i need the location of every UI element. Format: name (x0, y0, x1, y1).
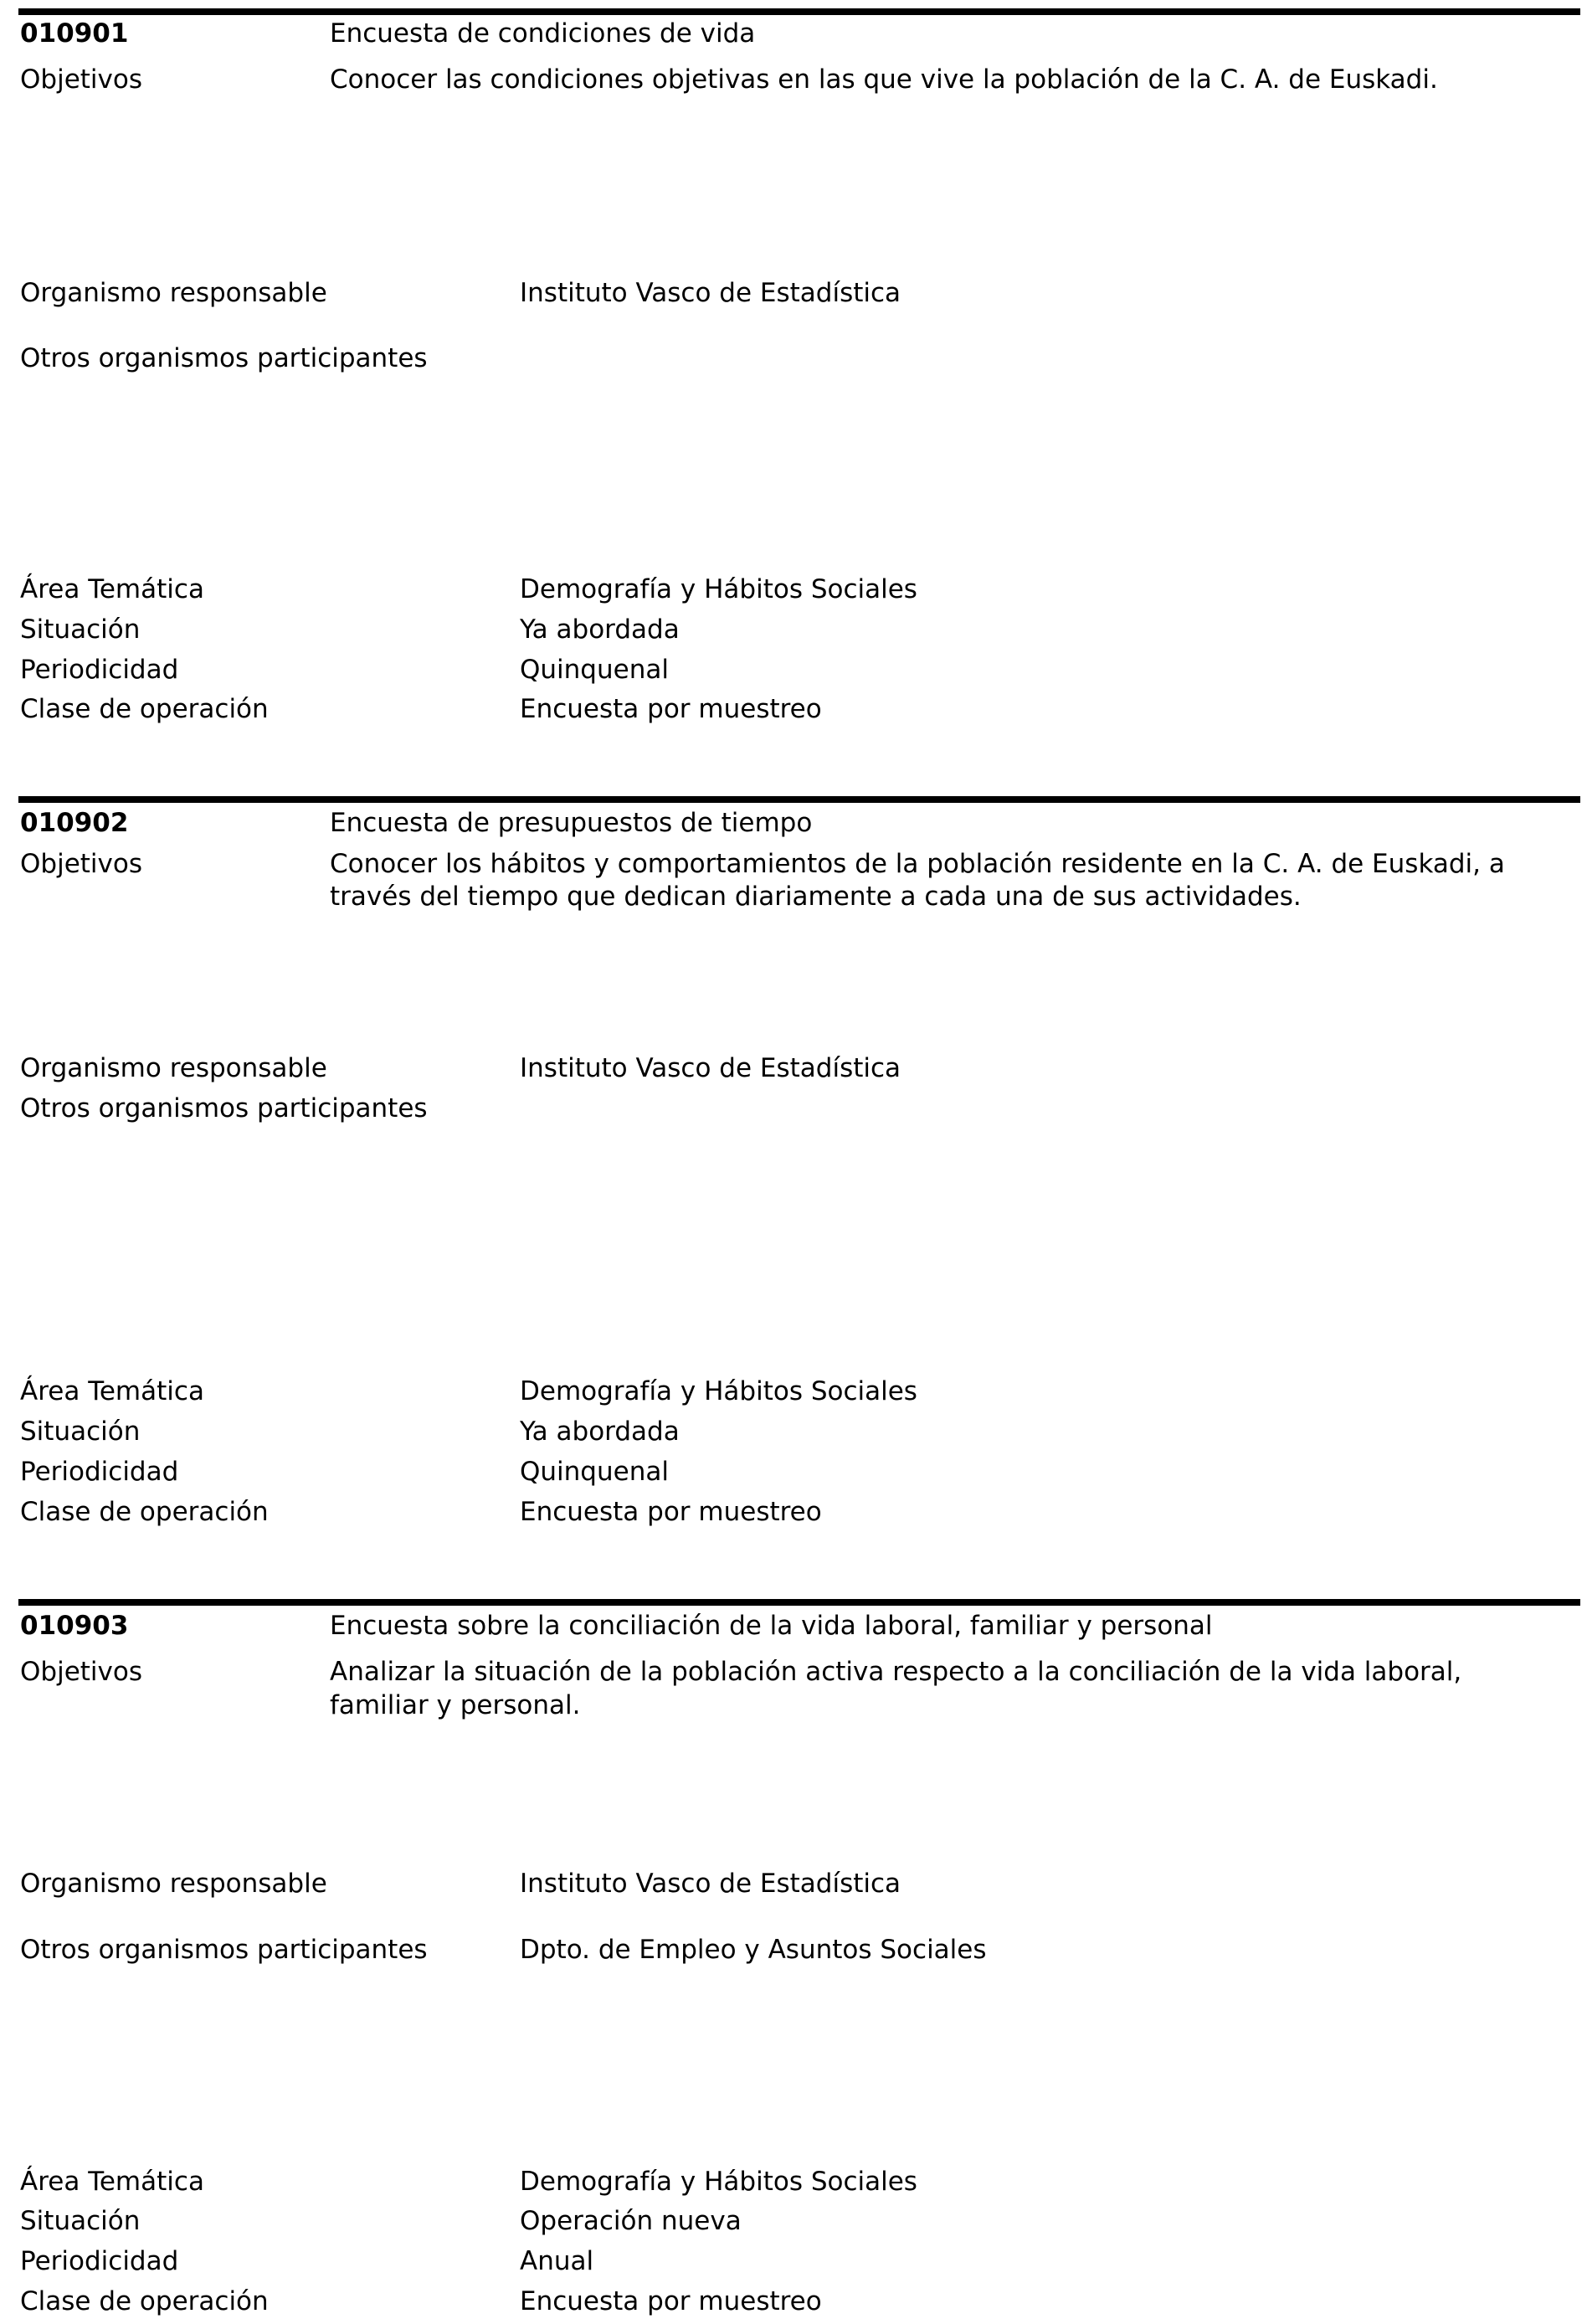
operation-code: 010903 (20, 1611, 129, 1641)
periodicidad-label: Periodicidad (20, 2246, 179, 2276)
objetivos-text-line-2: través del tiempo que dedican diariamente a cada una de sus actividades. (330, 882, 1302, 912)
area-tematica-value: Demografía y Hábitos Sociales (520, 1376, 917, 1406)
organismo-responsable-label: Organismo responsable (20, 1053, 327, 1083)
area-tematica-value: Demografía y Hábitos Sociales (520, 574, 917, 604)
operation-code: 010902 (20, 808, 129, 838)
clase-operacion-label: Clase de operación (20, 694, 269, 724)
objetivos-label: Objetivos (20, 849, 142, 879)
situacion-label: Situación (20, 614, 141, 645)
clase-operacion-value: Encuesta por muestreo (520, 1497, 822, 1527)
periodicidad-label: Periodicidad (20, 655, 179, 685)
clase-operacion-value: Encuesta por muestreo (520, 2286, 822, 2316)
area-tematica-label: Área Temática (20, 1376, 204, 1406)
situacion-value: Ya abordada (520, 1417, 680, 1447)
situacion-value: Operación nueva (520, 2206, 742, 2236)
periodicidad-label: Periodicidad (20, 1457, 179, 1487)
record-divider (18, 8, 1580, 15)
organismo-responsable-label: Organismo responsable (20, 1869, 327, 1899)
objetivos-text-line-1: Conocer los hábitos y comportamientos de la población residente en la C. A. de Euskadi, a (330, 849, 1505, 879)
operation-title: Encuesta sobre la conciliación de la vida laboral, familiar y personal (330, 1611, 1213, 1641)
area-tematica-value: Demografía y Hábitos Sociales (520, 2167, 917, 2197)
objetivos-label: Objetivos (20, 1657, 142, 1687)
clase-operacion-label: Clase de operación (20, 1497, 269, 1527)
organismo-responsable-label: Organismo responsable (20, 278, 327, 308)
organismo-responsable-value: Instituto Vasco de Estadística (520, 1869, 901, 1899)
area-tematica-label: Área Temática (20, 574, 204, 604)
area-tematica-label: Área Temática (20, 2167, 204, 2197)
situacion-label: Situación (20, 2206, 141, 2236)
objetivos-label: Objetivos (20, 64, 142, 95)
record-divider (18, 796, 1580, 803)
periodicidad-value: Anual (520, 2246, 594, 2276)
periodicidad-value: Quinquenal (520, 655, 669, 685)
clase-operacion-value: Encuesta por muestreo (520, 694, 822, 724)
situacion-label: Situación (20, 1417, 141, 1447)
organismo-responsable-value: Instituto Vasco de Estadística (520, 1053, 901, 1083)
organismo-responsable-value: Instituto Vasco de Estadística (520, 278, 901, 308)
objetivos-text: Conocer las condiciones objetivas en las que vive la población de la C. A. de Euskadi. (330, 64, 1438, 95)
objetivos-text-line-1: Analizar la situación de la población activa respecto a la conciliación de la vida laboral, (330, 1657, 1462, 1687)
clase-operacion-label: Clase de operación (20, 2286, 269, 2316)
otros-organismos-label: Otros organismos participantes (20, 1093, 428, 1123)
operation-code: 010901 (20, 18, 129, 49)
periodicidad-value: Quinquenal (520, 1457, 669, 1487)
operation-title: Encuesta de presupuestos de tiempo (330, 808, 813, 838)
operation-title: Encuesta de condiciones de vida (330, 18, 756, 49)
otros-organismos-label: Otros organismos participantes (20, 1935, 428, 1965)
objetivos-text-line-2: familiar y personal. (330, 1690, 581, 1720)
situacion-value: Ya abordada (520, 614, 680, 645)
otros-organismos-value: Dpto. de Empleo y Asuntos Sociales (520, 1935, 987, 1965)
otros-organismos-label: Otros organismos participantes (20, 343, 428, 373)
record-divider (18, 1599, 1580, 1606)
